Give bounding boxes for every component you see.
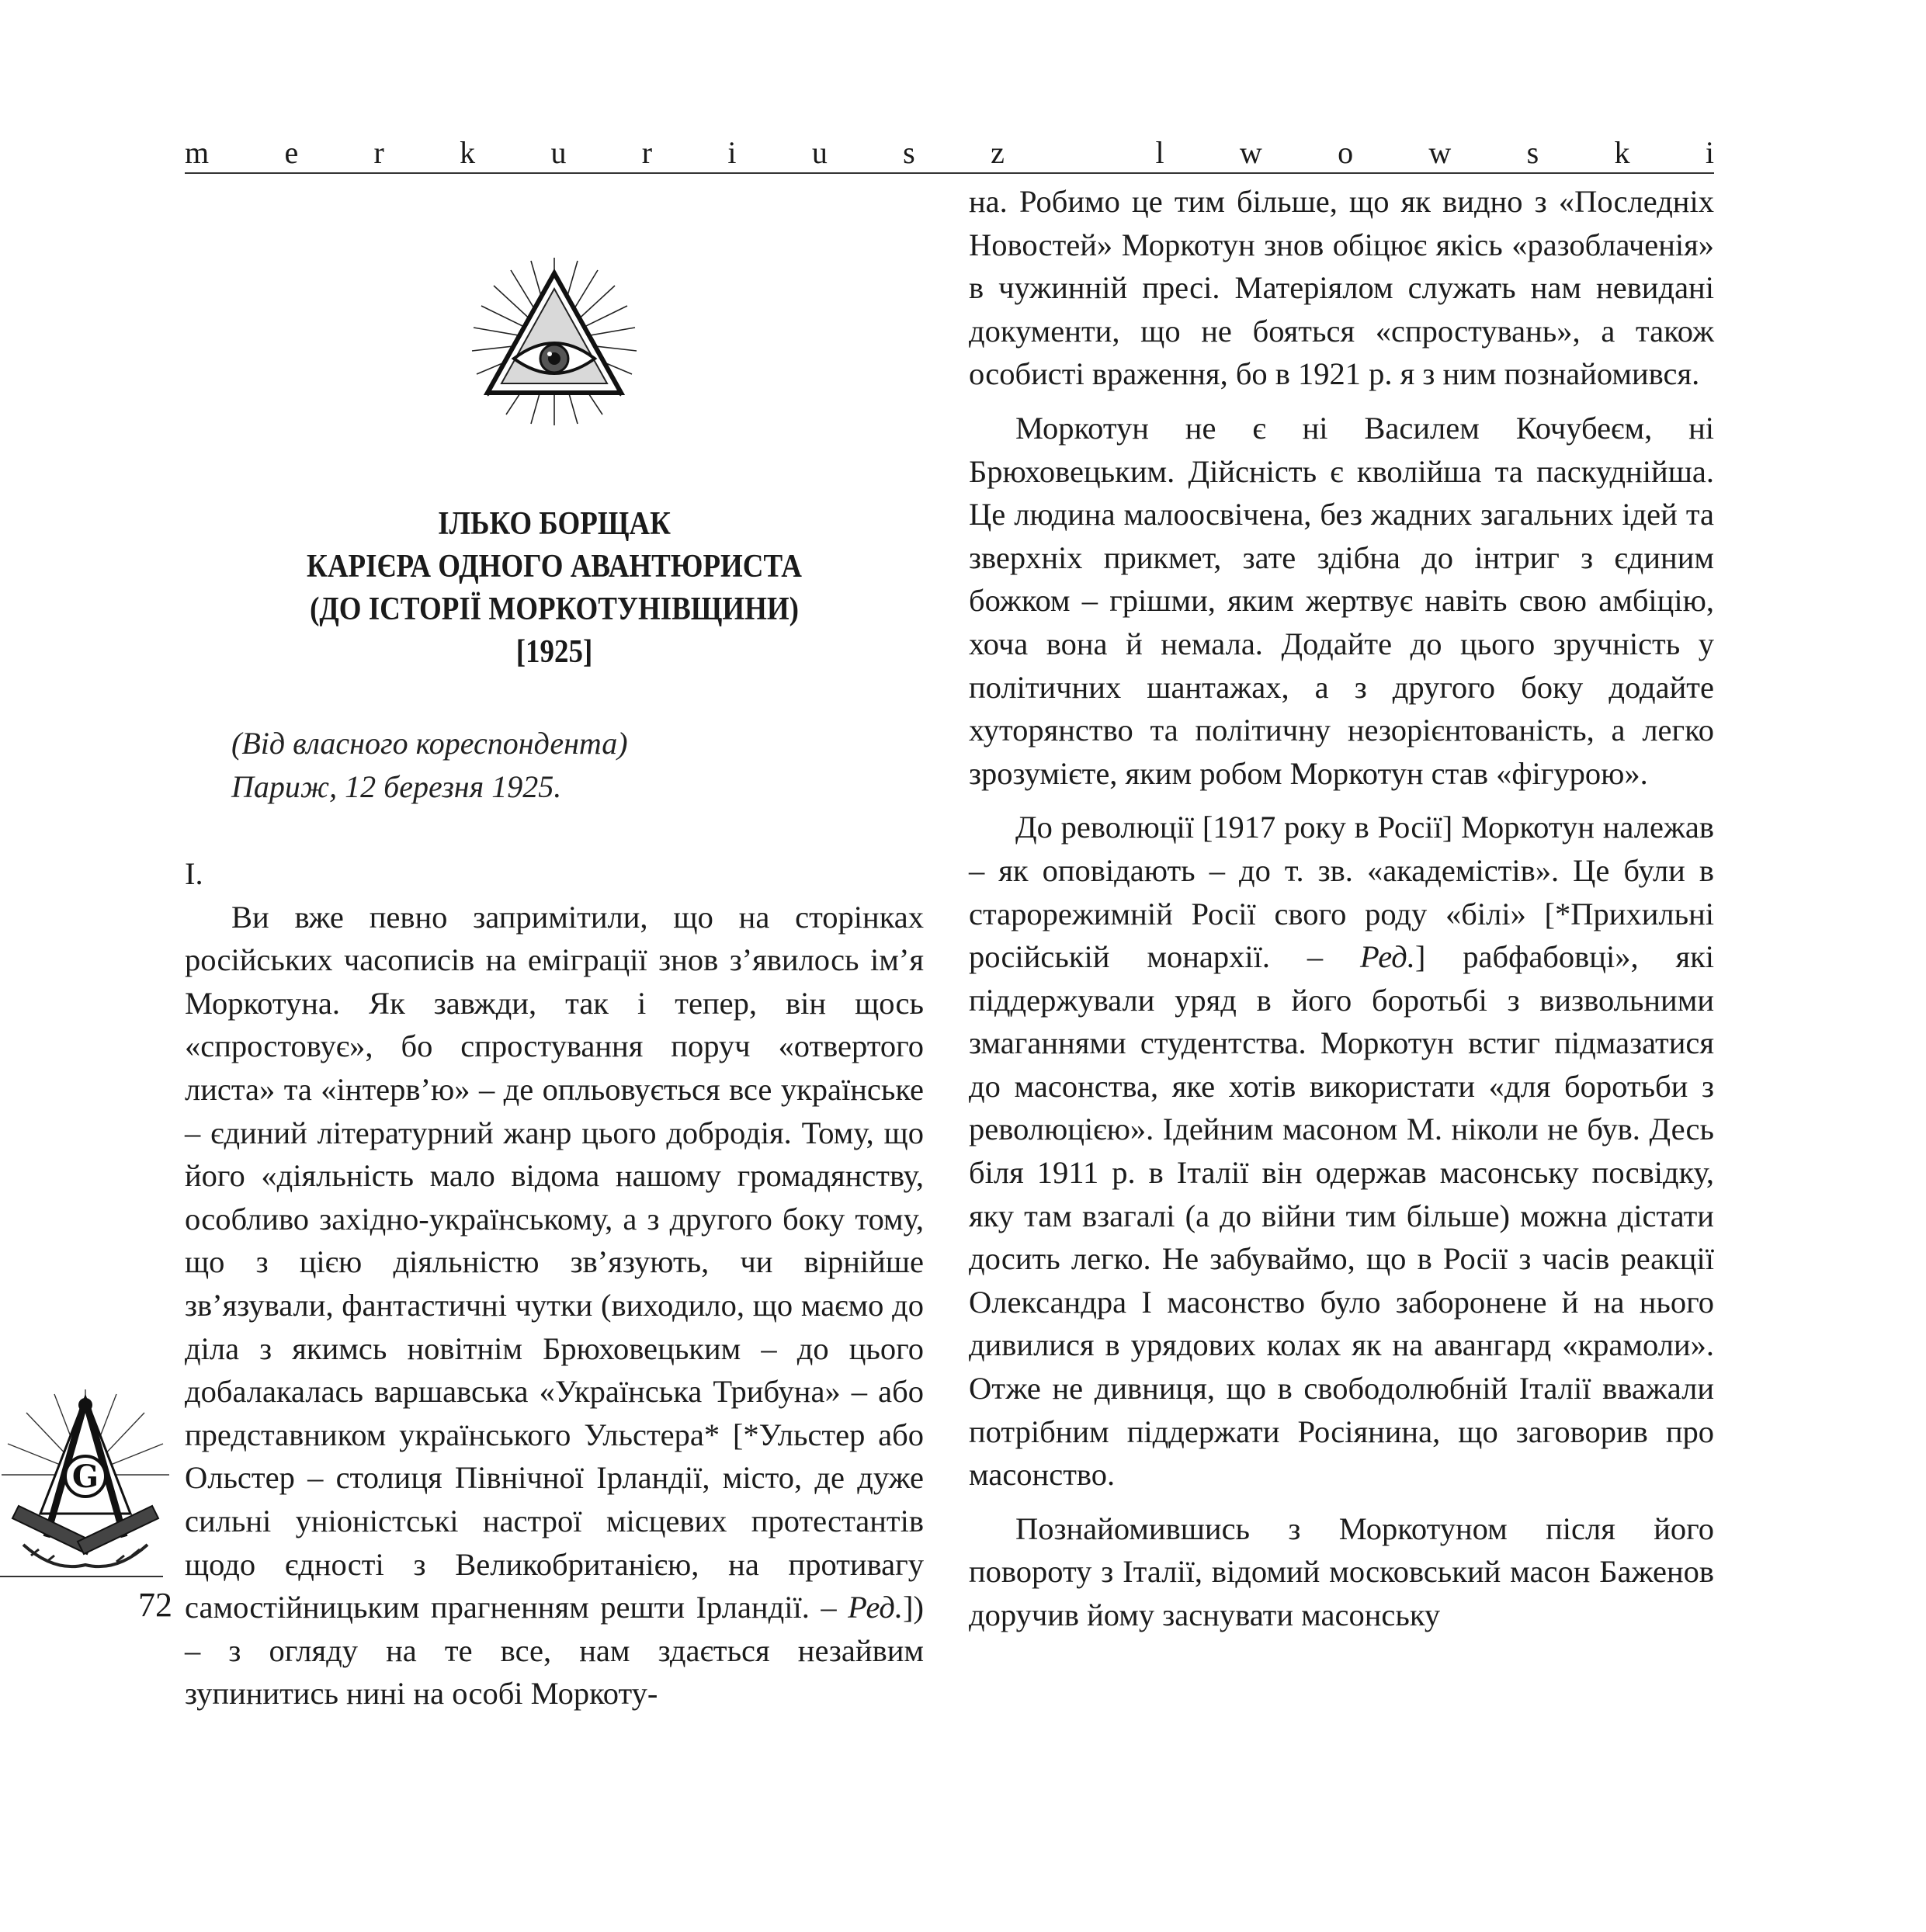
- head-letter: s: [1526, 135, 1539, 170]
- paragraph-text: Ви вже певно запримітили, що на сторінках російських часописів на еміграції знов з’явилось ім’я Моркотуна. Як завжди, так і тепер, він щось «спростовує», бо спростування поруч «отвертого листа» та «інтерв’ю» – де опльовується все українське – єдиний літературний жанр цього добродія. Тому, що його «діяльність мало відома нашому громадянству, особливо західно-українському, а з другого боку тому, що з цією діяльністю зв’язують, чи вірнійше зв’язували, фантастичні чутки (виходило, що маємо до діла з якимсь новітнім Брюховецьким – до цього добалакалась варшавська «Українська Трибуна» – або представником українського Ульстера* [*Ульстер або Ольстер – столиця Північної Ірландії, місто, де дуже сильні уніоністські настрої місцевих протестантів щодо єдності з Великобританією, на противагу самостійницьким прагненням решти Ірландії. –: [185, 899, 924, 1625]
- dateline: [231, 722, 628, 809]
- paragraph: на. Робимо це тим більше, що як видно з «Последніх Новостей» Моркотун знов обіцює якісь «разоблаченія» в чужинній пресі. Матеріялом служать нам невидані документи, що не бояться «спростувань», а також особисті враження, бо в 1921 р. я з ним познайомився.: [969, 184, 1714, 392]
- head-letter: r: [373, 135, 384, 170]
- head-letter: u: [811, 135, 828, 170]
- paragraph-text: До революції [1917 року в Росії] Моркотун належав – як оповідають – до т. зв. «академістів». Це були в старорежимній Росії свого роду «білі» [*Прихильні російській монархії. –: [969, 810, 1714, 975]
- title-line-1: КАРІЄРА ОДНОГО АВАНТЮРИСТА: [307, 549, 802, 584]
- all-seeing-eye-icon: [469, 256, 640, 427]
- dateline-source: (Від власного кореспондента): [231, 726, 628, 761]
- running-head: [185, 135, 1714, 171]
- paragraph: [969, 806, 1714, 1497]
- section-number: I.: [185, 856, 203, 891]
- square-compass-icon: [0, 1389, 171, 1576]
- paragraph-text: ] рабфабовці», які піддержували уряд в його боротьбі з визвольними змаганнями студентства. Моркотун встиг підмазатися до масонства, яке хотів використати «для боротьби з революцією». Ідейним масоном М. ніколи не був. Десь біля 1911 р. в Італії він одержав масонську посвідку, яку там взагалі (а до війни тим більше) можна дістати досить легко. Не забуваймо, що в Росії з часів реакції Олександра І масонство було заборонене й на нього дивилися в урядових колах як на авангард «крамоли». Отже не дивниця, що в свободолюбній Італії вважали потрібним піддержати Росіянина, що заговорив про масонство.: [969, 939, 1715, 1493]
- head-letter: o: [1338, 135, 1354, 170]
- left-column: [185, 852, 924, 1715]
- svg-text:G: G: [71, 1459, 99, 1495]
- page-number: 72: [138, 1586, 172, 1624]
- paragraph: Познайомившись з Моркотуном після його повороту з Італії, відомий московський масон Баженов доручив йому заснувати масонську: [969, 1511, 1714, 1632]
- head-letter: i: [727, 135, 737, 170]
- editor-note: Ред.: [1360, 939, 1415, 975]
- article-title: [229, 503, 880, 674]
- head-letter: m: [185, 135, 210, 170]
- right-column: [969, 180, 1714, 1637]
- head-letter: e: [284, 135, 299, 170]
- footer-rule: [0, 1576, 163, 1577]
- head-letter: k: [1614, 135, 1630, 170]
- paragraph: Моркотун не є ні Василем Кочубеєм, ні Брюховецьким. Дійсність є кволійша та паскуднійша. Це людина малоосвічена, без жадних загальних ідей та зверхніх прикмет, зате здібна до інтриг з єдиним божком – грішми, яким жертвує навіть свою амбіцію, хоча вона й немала. Додайте до цього зручність у політичних шантажах, а з другого боку додайте хуторянство та політичну незорієнтованість, а легко зрозумієте, яким робом Моркотун став «фігурою».: [969, 410, 1714, 791]
- head-letter: w: [1239, 135, 1262, 170]
- dateline-place-date: Париж, 12 березня 1925.: [231, 769, 562, 804]
- head-letter: u: [550, 135, 567, 170]
- head-letter: w: [1428, 135, 1452, 170]
- paragraph: [185, 896, 924, 1715]
- title-year: [1925]: [515, 634, 593, 670]
- header-rule: [185, 172, 1714, 174]
- head-letter: r: [641, 135, 653, 170]
- head-letter: l: [1155, 135, 1164, 170]
- head-letter: z: [991, 135, 1005, 170]
- head-letter: k: [460, 135, 476, 170]
- head-letter: i: [1705, 135, 1714, 170]
- title-line-2: (ДО ІСТОРІЇ МОРКОТУНІВЩИНИ): [310, 591, 799, 627]
- author-name: ІЛЬКО БОРЩАК: [438, 506, 671, 542]
- editor-note: Ред.: [848, 1590, 904, 1625]
- paragraph-text: ]) – з огляду на те все, нам здається незайвим зупинитись нині на особі Моркоту-: [185, 1590, 924, 1712]
- head-letter: s: [903, 135, 915, 170]
